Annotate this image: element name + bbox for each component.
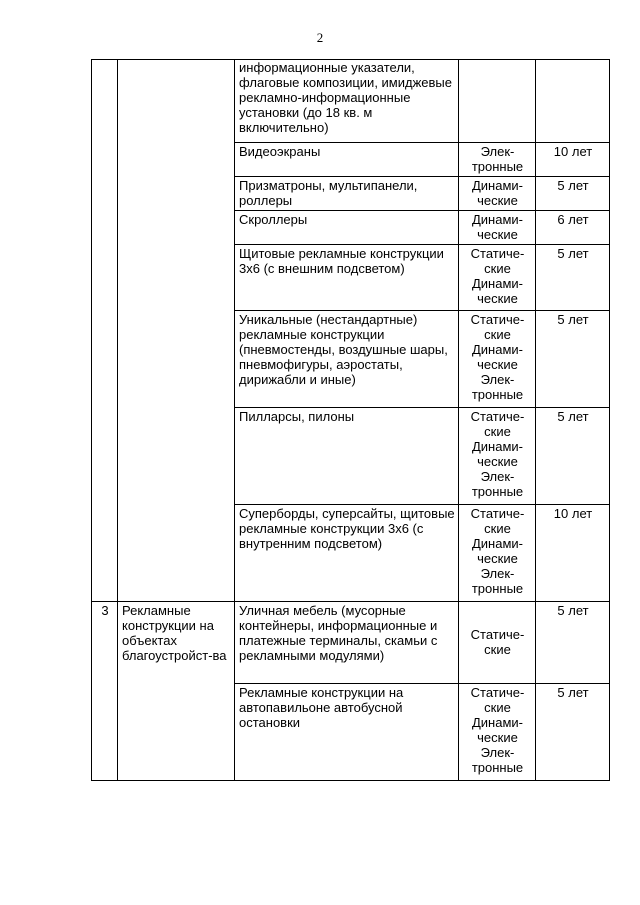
type-line: Динами- (471, 212, 523, 227)
page-number: 2 (316, 30, 324, 45)
term-cell: 10 лет (536, 143, 610, 177)
type-line: Элек- (480, 469, 515, 484)
type-line: ские (484, 521, 511, 536)
type-line: тронные (471, 760, 524, 775)
term-cell: 5 лет (536, 311, 610, 408)
table-row (92, 60, 610, 143)
description-cell: Призматроны, мультипанели, роллеры (235, 177, 459, 211)
term-cell: 10 лет (536, 505, 610, 602)
type-cell (459, 60, 536, 143)
type-line: тронные (471, 159, 524, 174)
type-line: ческие (477, 551, 518, 566)
type-line: ческие (477, 730, 518, 745)
type-line: ские (484, 642, 511, 657)
type-line: тронные (471, 581, 524, 596)
category-cell (118, 60, 235, 602)
type-line: Статиче- (470, 246, 525, 261)
type-line: ские (484, 424, 511, 439)
term-cell (536, 60, 610, 143)
description-cell: Рекламные конструкции на автопавильоне автобусной остановки (235, 684, 459, 781)
term-cell: 5 лет (536, 602, 610, 684)
description-cell: Уличная мебель (мусорные контейнеры, информационные и платежные терминалы, скамьи с рекламными модулями) (235, 602, 459, 684)
type-line: тронные (471, 387, 524, 402)
type-line: Динами- (471, 178, 523, 193)
term-cell: 5 лет (536, 408, 610, 505)
table-row (92, 602, 610, 684)
type-line: Динами- (471, 342, 523, 357)
type-cell (459, 245, 536, 311)
type-line: Статиче- (470, 506, 525, 521)
type-line: Динами- (471, 536, 523, 551)
type-line: Элек- (480, 144, 515, 159)
type-line: ческие (477, 193, 518, 208)
type-cell (459, 602, 536, 684)
advertising-structures-table (91, 59, 610, 781)
description-cell: Уникальные (нестандартные) рекламные конструкции (пневмостенды, воздушные шары, пневмофигуры, аэростаты, дирижабли и иные) (235, 311, 459, 408)
description-cell: Скроллеры (235, 211, 459, 245)
row-number-cell (92, 60, 118, 602)
type-line: Элек- (480, 566, 515, 581)
type-line: Статиче- (470, 627, 525, 642)
type-cell (459, 177, 536, 211)
type-line: Динами- (471, 715, 523, 730)
type-line: Элек- (480, 745, 515, 760)
type-cell (459, 505, 536, 602)
description-cell: Суперборды, суперсайты, щитовые рекламные конструкции 3х6 (с внутренним подсветом) (235, 505, 459, 602)
type-cell (459, 211, 536, 245)
type-line: ческие (477, 357, 518, 372)
category-cell: Рекламные конструкции на объектах благоустройст-ва (118, 602, 235, 781)
type-cell (459, 143, 536, 177)
type-line: Динами- (471, 276, 523, 291)
type-line: ческие (477, 227, 518, 242)
description-cell: Пилларсы, пилоны (235, 408, 459, 505)
type-line: ские (484, 261, 511, 276)
description-cell: Щитовые рекламные конструкции 3х6 (с внешним подсветом) (235, 245, 459, 311)
type-line: ские (484, 327, 511, 342)
type-cell (459, 408, 536, 505)
type-cell (459, 684, 536, 781)
type-line: Статиче- (470, 409, 525, 424)
type-line: ческие (477, 291, 518, 306)
type-line: ские (484, 700, 511, 715)
description-cell: Видеоэкраны (235, 143, 459, 177)
type-line: Статиче- (470, 312, 525, 327)
type-line: Динами- (471, 439, 523, 454)
term-cell: 5 лет (536, 684, 610, 781)
term-cell: 5 лет (536, 245, 610, 311)
description-cell: информационные указатели, флаговые композиции, имиджевые рекламно-информационные установки (до 18 кв. м включительно) (235, 60, 459, 143)
type-line: Элек- (480, 372, 515, 387)
type-line: Статиче- (470, 685, 525, 700)
type-line: ческие (477, 454, 518, 469)
row-number-cell: 3 (92, 602, 118, 781)
term-cell: 6 лет (536, 211, 610, 245)
type-cell (459, 311, 536, 408)
term-cell: 5 лет (536, 177, 610, 211)
type-line: тронные (471, 484, 524, 499)
